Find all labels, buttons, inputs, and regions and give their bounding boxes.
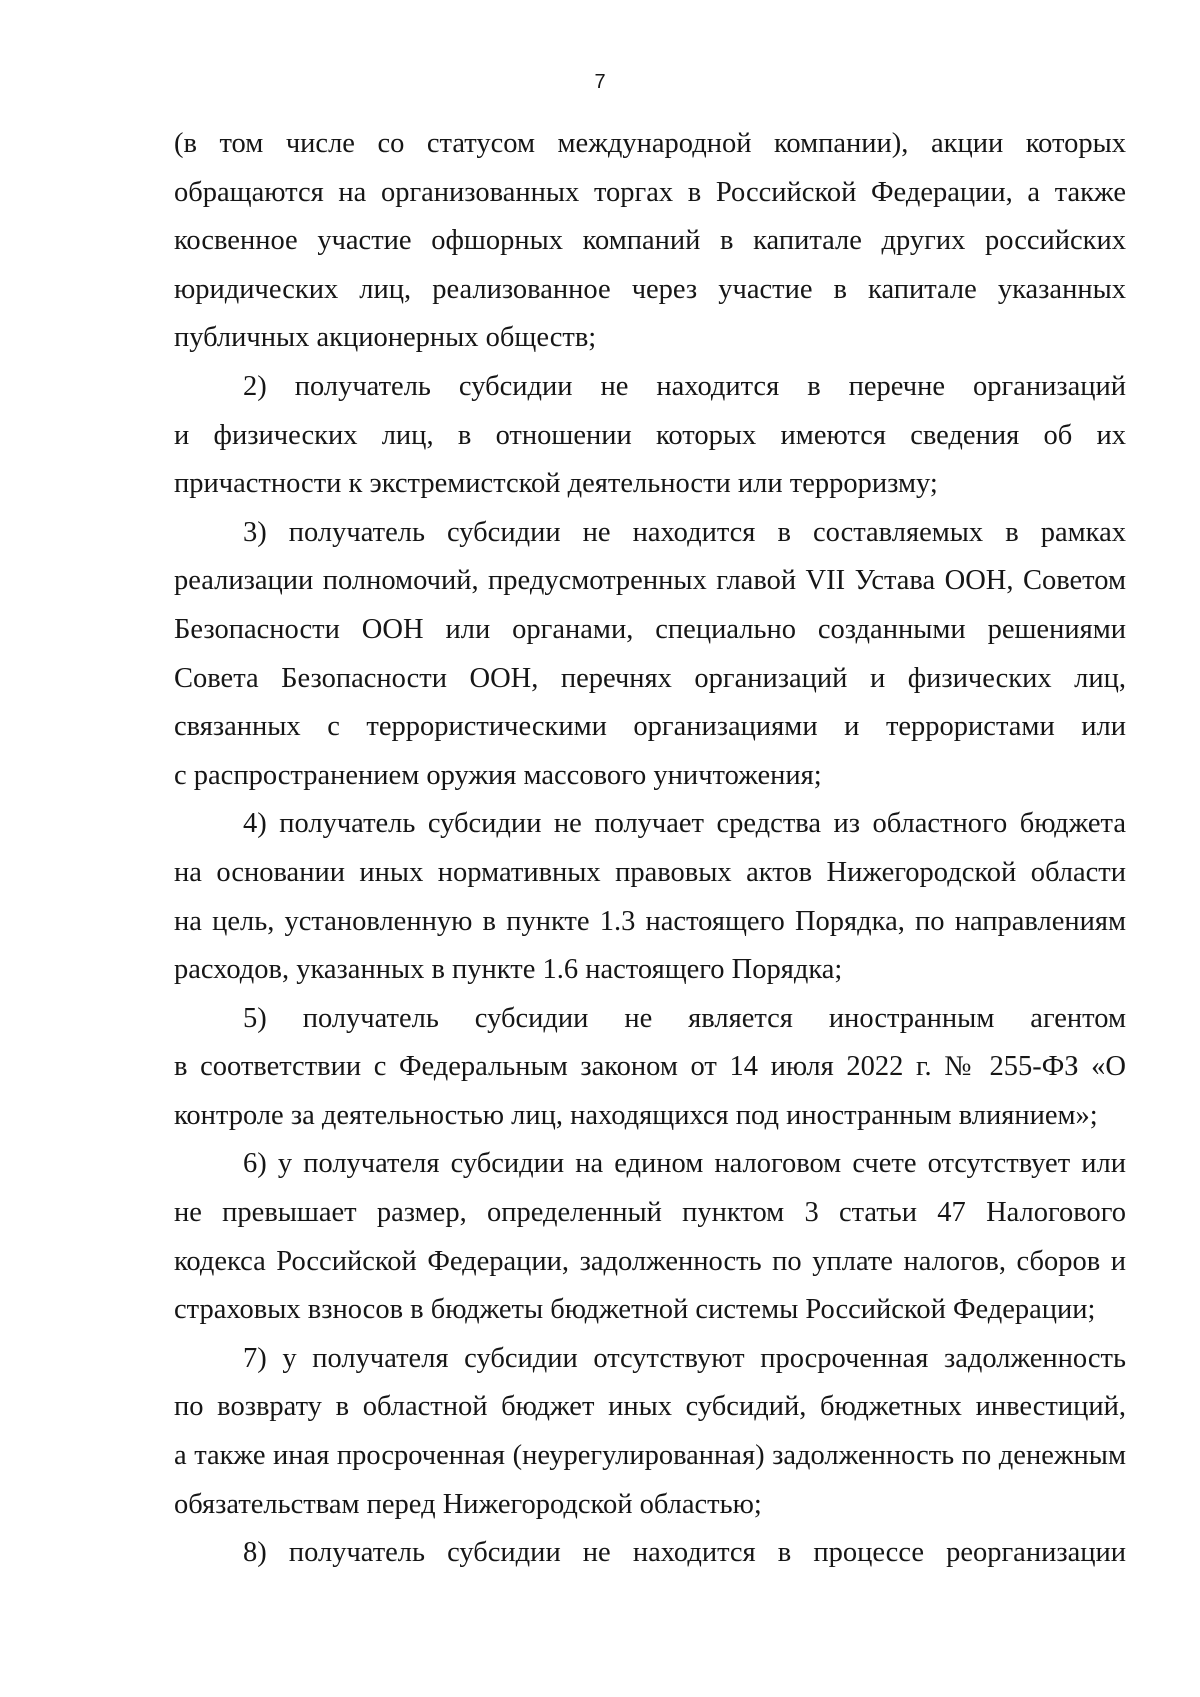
- text-line: не превышает размер, определенный пунктом 3 статьи 47 Налогового: [174, 1197, 1126, 1229]
- paragraph-continuation: [174, 120, 1126, 363]
- text-line: обязательствам перед Нижегородской областью;: [174, 1488, 762, 1520]
- paragraph-item-7: [174, 1335, 1126, 1529]
- page-number: 7: [594, 71, 606, 93]
- paragraph-item-2: [174, 363, 1126, 509]
- text-line: Совета Безопасности ООН, перечнях организаций и физических лиц,: [174, 662, 1126, 694]
- text-line: на цель, установленную в пункте 1.3 настоящего Порядка, по направлениям: [174, 905, 1126, 937]
- text-line: 6) у получателя субсидии на едином налоговом счете отсутствует или: [243, 1148, 1126, 1180]
- text-line: расходов, указанных в пункте 1.6 настоящего Порядка;: [174, 954, 843, 986]
- text-line: юридических лиц, реализованное через участие в капитале указанных: [174, 273, 1126, 305]
- paragraph-item-5: [174, 995, 1126, 1141]
- text-line: косвенное участие офшорных компаний в капитале других российских: [174, 225, 1126, 257]
- text-line: публичных акционерных обществ;: [174, 322, 597, 354]
- paragraph-item-6: [174, 1140, 1126, 1334]
- text-line: 8) получатель субсидии не находится в процессе реорганизации: [243, 1537, 1126, 1569]
- text-line: обращаются на организованных торгах в Российской Федерации, а также: [174, 176, 1126, 208]
- text-line: реализации полномочий, предусмотренных главой VII Устава ООН, Советом: [174, 565, 1126, 597]
- paragraph-item-8: [174, 1529, 1126, 1578]
- text-line: 5) получатель субсидии не является иностранным агентом: [243, 1002, 1126, 1034]
- text-line: с распространением оружия массового уничтожения;: [174, 759, 822, 791]
- text-line: 3) получатель субсидии не находится в составляемых в рамках: [243, 516, 1126, 548]
- text-line: в соответствии с Федеральным законом от 14 июля 2022 г. № 255-ФЗ «О: [174, 1051, 1126, 1083]
- text-line: связанных с террористическими организациями и террористами или: [174, 711, 1126, 743]
- text-line: а также иная просроченная (неурегулированная) задолженность по денежным: [174, 1440, 1126, 1472]
- text-line: и физических лиц, в отношении которых имеются сведения об их: [174, 419, 1126, 451]
- text-line: страховых взносов в бюджеты бюджетной системы Российской Федерации;: [174, 1294, 1096, 1326]
- text-line: Безопасности ООН или органами, специально созданными решениями: [174, 613, 1126, 645]
- text-line: контроле за деятельностью лиц, находящихся под иностранным влиянием»;: [174, 1099, 1098, 1131]
- text-line: причастности к экстремистской деятельности или терроризму;: [174, 468, 938, 500]
- text-line: на основании иных нормативных правовых актов Нижегородской области: [174, 856, 1126, 888]
- text-line: 4) получатель субсидии не получает средства из областного бюджета: [243, 808, 1126, 840]
- document-body: [174, 120, 1126, 1578]
- text-line: 7) у получателя субсидии отсутствуют просроченная задолженность: [243, 1342, 1126, 1374]
- paragraph-item-3: [174, 509, 1126, 801]
- text-line: кодекса Российской Федерации, задолженность по уплате налогов, сборов и: [174, 1245, 1126, 1277]
- text-line: (в том числе со статусом международной компании), акции которых: [174, 128, 1126, 159]
- text-line: 2) получатель субсидии не находится в перечне организаций: [243, 370, 1126, 402]
- text-line: по возврату в областной бюджет иных субсидий, бюджетных инвестиций,: [174, 1391, 1126, 1423]
- paragraph-item-4: [174, 800, 1126, 994]
